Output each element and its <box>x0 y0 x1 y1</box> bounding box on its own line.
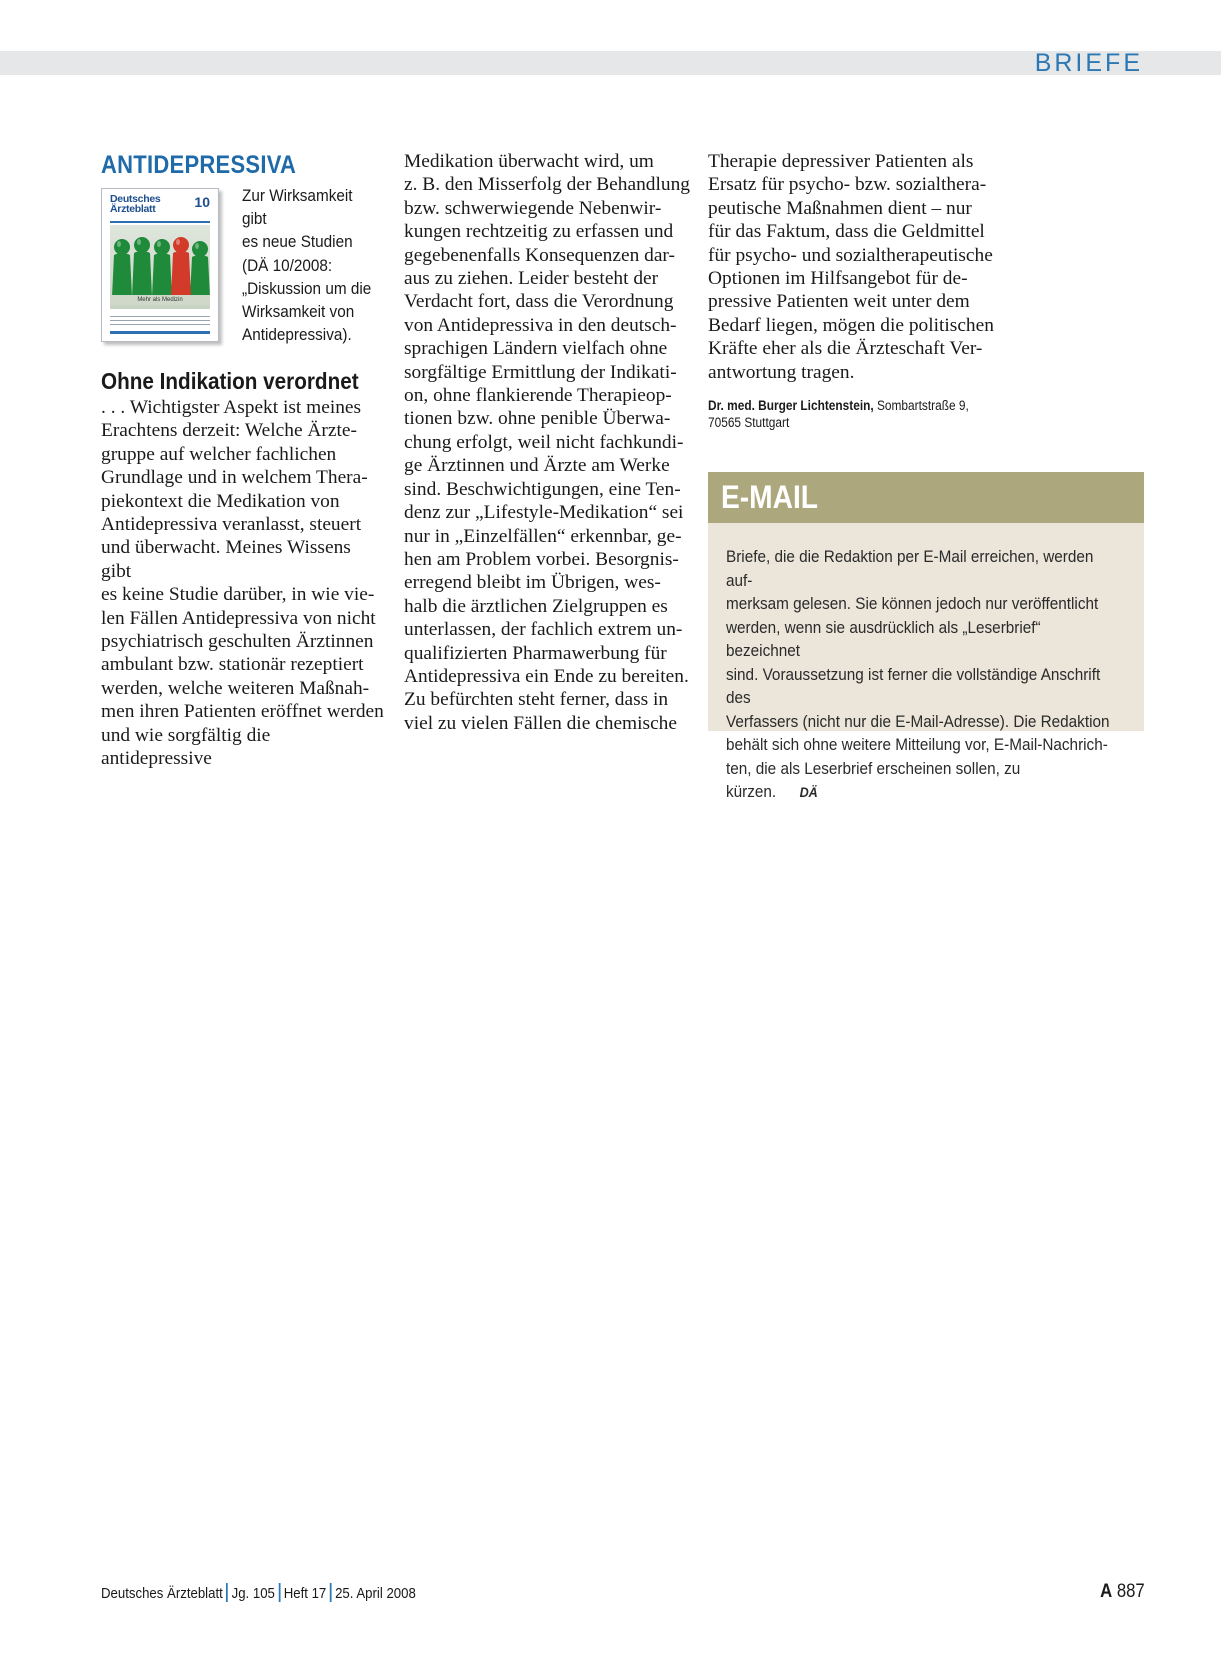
letter-body-part-3: Therapie depressiver Patienten als Ersatz für psycho- bzw. sozialthera- peutische Maßnahmen dient – nur für das Faktum, dass die Geldmittel für psycho- und sozialtherapeutische Optionen im Hilfsangebot für de- pressive Patienten weit unter dem Bedarf liegen, mögen die politischen Kräfte eher als die Ärzteschaft Ver- antwortung tragen. <box>708 151 994 383</box>
topic-heading: ANTIDEPRESSIVA <box>101 151 297 179</box>
footer-date: 25. April 2008 <box>335 1585 416 1602</box>
teaser-text: Zur Wirksamkeit gibt es neue Studien (DÄ 10/2008: „Diskussion um die Wirksamkeit von Antidepressiva). <box>242 186 372 345</box>
cover-text-lines <box>110 313 210 327</box>
column-1 <box>101 150 385 771</box>
magazine-cover-image <box>101 188 219 342</box>
email-box-signature: DÄ <box>799 784 818 800</box>
column-2 <box>404 150 690 735</box>
letter-signature <box>708 398 981 431</box>
page-number <box>1100 1580 1145 1604</box>
cover-issue-number: 10 <box>194 194 210 210</box>
page-prefix: A <box>1100 1581 1113 1602</box>
footer-separator <box>226 1583 228 1602</box>
cover-caption: Mehr als Medizin <box>110 295 210 305</box>
letter-body-part-2: Medikation überwacht wird, um z. B. den Misserfolg der Behandlung bzw. schwerwiegende Nebenwir- kungen rechtzeitig zu erfassen und gegebenenfalls Konsequenzen dar- aus zu ziehen. Leider besteht der Verdacht fort, dass die Verordnung von Antidepressiva in den deutsch- sprachigen Ländern vielfach ohne sorgfältige Ermittlung der Indikati- on, ohne flankierende Therapieop- tionen bzw. ohne penible Überwa- chung erfolgt, weil nicht fachkundi- ge Ärztinnen und Ärzte am Werke sind. Beschwichtigungen, eine Ten- denz zur „Lifestyle-Medikation“ sei nur in „Einzelfällen“ erkennbar, ge- hen am Problem vorbei. Besorgnis- erregend bleibt im Übrigen, wes- halb die ärztlichen Zielgruppen es unterlassen, der fachlich extrem un- qualifizierten Pharmawerbung für Antidepressiva ein Ende zu bereiten. Zu befürchten steht ferner, dass in viel zu vielen Fällen die chemische <box>404 151 690 734</box>
footer-issue: Heft 17 <box>283 1585 327 1602</box>
email-box-header <box>708 472 1144 523</box>
cover-bottom-rule <box>110 331 210 334</box>
cover-rule <box>110 221 210 223</box>
author-name: Dr. med. Burger Lichtenstein, <box>708 398 874 414</box>
email-box-text <box>726 545 1113 805</box>
column-3 <box>708 150 1144 431</box>
email-info-box <box>708 472 1144 801</box>
author-address: Sombartstraße 9, 70565 Stuttgart <box>708 398 969 430</box>
footer-separator <box>330 1583 332 1602</box>
letter-body-part-1: . . . Wichtigster Aspekt ist meines Erachtens derzeit: Welche Ärzte- gruppe auf welcher fachlichen Grundlage und in welchem Thera- piekontext die Medikation von Antidepressiva veranlasst, steuert und überwacht. Meines Wissens gibt es keine Studie darüber, in wie vie- len Fällen Antidepressiva von nicht psychiatrisch geschulten Ärztinnen ambulant bzw. stationär rezeptiert werden, welche weiteren Maßnah- men ihren Patienten eröffnet werden und wie sorgfältig die antidepressive <box>101 397 384 770</box>
email-box-title: E-MAIL <box>721 479 818 515</box>
page-number-value: 887 <box>1117 1581 1145 1602</box>
section-label: BRIEFE <box>1034 49 1143 77</box>
footer-volume: Jg. 105 <box>231 1585 275 1602</box>
footer-journal: Deutsches Ärzteblatt <box>101 1585 223 1602</box>
letter-title: Ohne Indikation verordnet <box>101 368 359 394</box>
cover-title: Deutsches Ärzteblatt <box>110 193 161 215</box>
email-box-body: Briefe, die die Redaktion per E-Mail erreichen, werden auf- merksam gelesen. Sie können jedoch nur veröffentlicht werden, wenn sie ausdrücklich als „Leserbrief“ bezeichnet sind. Voraussetzung ist ferner die vollständige Anschrift des Verfassers (nicht nur die E-Mail-Adresse). Die Redaktion behält sich ohne weitere Mitteilung vor, E-Mail-Nachrich- ten, die als Leserbrief erscheinen sollen, zu kürzen. <box>726 547 1110 801</box>
footer-separator <box>278 1583 280 1602</box>
teaser-block <box>101 184 385 345</box>
page-footer <box>101 1583 416 1604</box>
